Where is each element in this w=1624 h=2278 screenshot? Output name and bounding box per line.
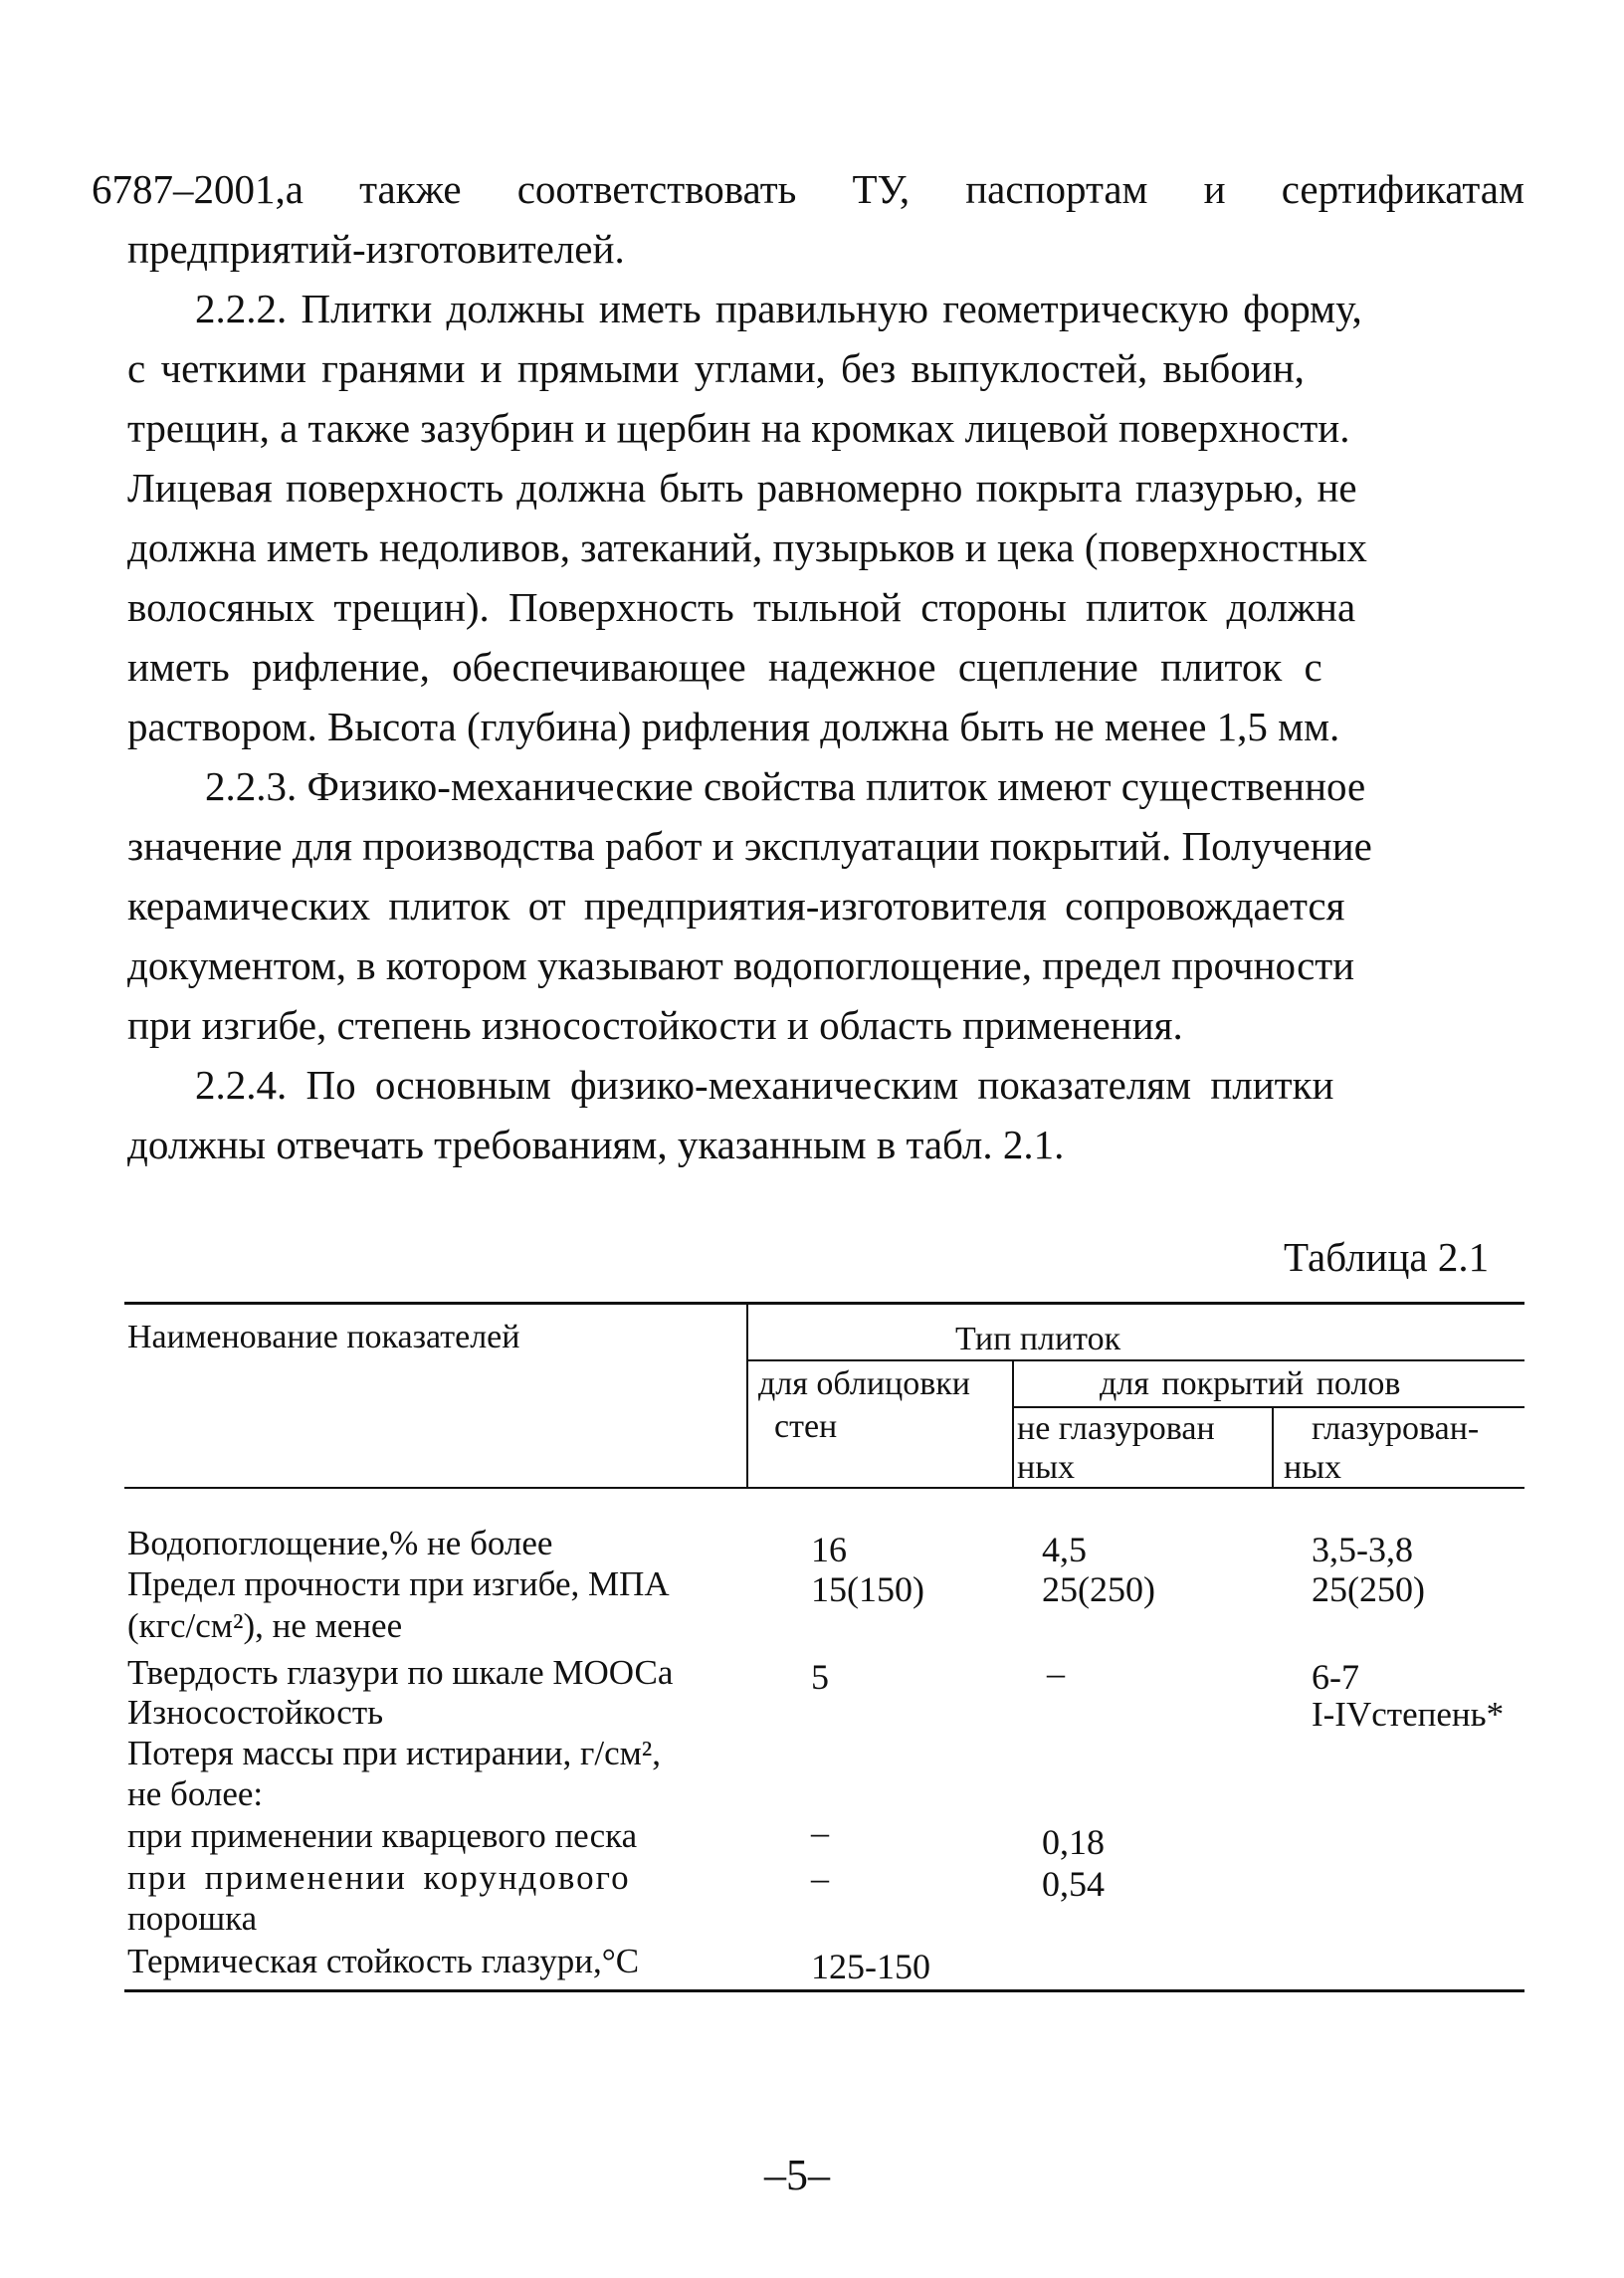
row-corundum-name-2: порошка [127, 1899, 258, 1938]
paragraph-2-line-5: должна иметь недоливов, затеканий, пузырьков и цека (поверхностных [127, 524, 1367, 570]
row-quartz-sand-unglazed: 0,18 [1042, 1822, 1105, 1862]
paragraph-2-line-2: с четкими гранями и прямыми углами, без выпуклостей, выбоин, [127, 345, 1305, 391]
row-corundum-walls: – [811, 1858, 829, 1898]
paragraph-4-line-2: должны отвечать требованиям, указанным в табл. 2.1. [127, 1122, 1065, 1167]
header-glazed-line-2: ных [1284, 1449, 1342, 1486]
paragraph-2-line-4: Лицевая поверхность должна быть равномерно покрыта глазурью, не [127, 465, 1357, 511]
header-vertical-rule [746, 1302, 748, 1489]
header-unglazed-line-2: ных [1017, 1449, 1076, 1486]
row-water-absorption-name: Водопоглощение,% не более [127, 1524, 553, 1562]
row-bending-strength-glazed: 25(250) [1312, 1569, 1425, 1609]
row-corundum-unglazed: 0,54 [1042, 1864, 1105, 1904]
row-quartz-sand-name: при применении кварцевого песка [127, 1816, 638, 1855]
paragraph-1-line-2: предприятий-изготовителей. [127, 226, 625, 272]
row-glaze-hardness-walls: 5 [811, 1657, 829, 1697]
row-water-absorption-walls: 16 [811, 1530, 847, 1569]
row-water-absorption-unglazed: 4,5 [1042, 1530, 1087, 1569]
walls-floors-divider [1012, 1359, 1014, 1489]
row-water-absorption-glazed: 3,5-3,8 [1312, 1530, 1413, 1569]
header-floors: для покрытий полов [1100, 1365, 1401, 1402]
page-number: –5– [764, 2151, 830, 2199]
table-top-rule [124, 1302, 1524, 1305]
header-walls-line-2: стен [774, 1408, 838, 1445]
row-wear-resistance-name: Износостойкость [127, 1693, 384, 1732]
row-thermal-resistance-name: Термическая стойкость глазури,°С [127, 1942, 640, 1980]
row-bending-strength-name-1: Предел прочности при изгибе, МПА [127, 1564, 670, 1603]
paragraph-3-line-2: значение для производства работ и эксплуатации покрытий. Получение [127, 823, 1372, 869]
paragraph-2-line-8: раствором. Высота (глубина) рифления должна быть не менее 1,5 мм. [127, 704, 1340, 749]
row-bending-strength-unglazed: 25(250) [1042, 1569, 1155, 1609]
row-wear-resistance-glazed: I-IVстепень* [1312, 1695, 1505, 1734]
row-mass-loss-name-1: Потеря массы при истирании, г/см², [127, 1734, 662, 1772]
header-tile-type: Тип плиток [955, 1321, 1121, 1357]
row-bending-strength-name-2: (кгс/см²), не менее [127, 1606, 403, 1645]
table-caption: Таблица 2.1 [1284, 1234, 1490, 1280]
header-indicator-name: Наименование показателей [127, 1319, 520, 1355]
row-glaze-hardness-name: Твердость глазури по шкале МООСа [127, 1653, 674, 1692]
row-glaze-hardness-glazed: 6-7 [1312, 1657, 1359, 1697]
row-bending-strength-walls: 15(150) [811, 1569, 924, 1609]
paragraph-2-line-6: волосяных трещин). Поверхность тыльной стороны плиток должна [127, 584, 1356, 630]
paragraph-2-line-7: иметь рифление, обеспечивающее надежное сцепление плиток с [127, 644, 1322, 690]
header-glazed-line-1: глазурован- [1312, 1410, 1480, 1447]
paragraph-3-line-4: документом, в котором указывают водопоглощение, предел прочности [127, 942, 1355, 988]
paragraph-3-line-3: керамических плиток от предприятия-изготовителя сопровождается [127, 883, 1345, 929]
paragraph-1-line-1: 6787–2001,а также соответствовать ТУ, паспортам и сертификатам [92, 166, 1524, 212]
tile-type-underline [746, 1359, 1524, 1361]
row-mass-loss-name-2: не более: [127, 1774, 264, 1813]
row-quartz-sand-walls: – [811, 1812, 829, 1852]
unglazed-glazed-divider [1272, 1406, 1274, 1489]
row-thermal-resistance-walls: 125-150 [811, 1947, 930, 1986]
paragraph-3-line-1: 2.2.3. Физико-механические свойства плиток имеют существенное [205, 763, 1366, 809]
floors-underline [1012, 1406, 1524, 1408]
header-unglazed-line-1: не глазурован [1017, 1410, 1215, 1447]
row-glaze-hardness-unglazed: – [1047, 1653, 1065, 1693]
row-corundum-name-1: при применении корундового [127, 1858, 631, 1897]
paragraph-4-line-1: 2.2.4. По основным физико-механическим показателям плитки [195, 1062, 1334, 1108]
paragraph-2-line-1: 2.2.2. Плитки должны иметь правильную геометрическую форму, [195, 286, 1362, 331]
header-walls-line-1: для облицовки [758, 1365, 970, 1402]
paragraph-3-line-5: при изгибе, степень износостойкости и область применения. [127, 1002, 1183, 1048]
table-bottom-rule [124, 1989, 1524, 1992]
paragraph-2-line-3: трещин, а также зазубрин и щербин на кромках лицевой поверхности. [127, 405, 1350, 451]
